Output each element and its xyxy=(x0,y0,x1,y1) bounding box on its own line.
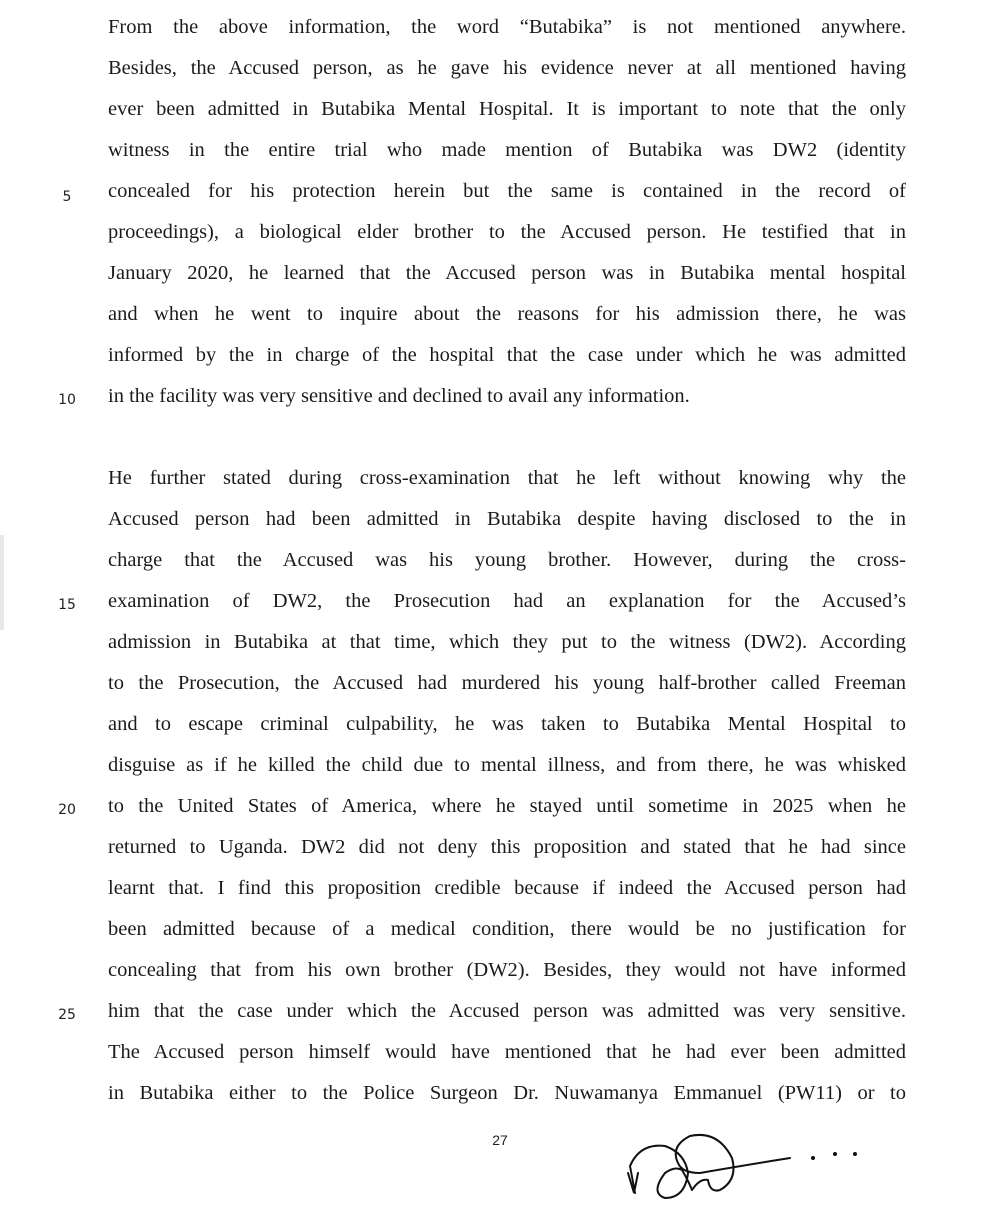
text-line: From the above information, the word “Butabika” is not mentioned anywhere. xyxy=(108,16,906,38)
line-number: 20 xyxy=(58,802,76,818)
text-line: charge that the Accused was his young brother. However, during the cross- xyxy=(108,549,906,571)
text-line: Besides, the Accused person, as he gave his evidence never at all mentioned having xyxy=(108,57,906,79)
text-line: Accused person had been admitted in Butabika despite having disclosed to the in xyxy=(108,508,906,530)
signature-icon xyxy=(610,1118,870,1203)
text-line: in the facility was very sensitive and declined to avail any information. xyxy=(108,385,690,407)
text-line: returned to Uganda. DW2 did not deny this proposition and stated that he had since xyxy=(108,836,906,858)
scan-edge-mark xyxy=(0,535,4,630)
line-number: 25 xyxy=(58,1007,76,1023)
line-number: 15 xyxy=(58,597,76,613)
text-line: learnt that. I find this proposition credible because if indeed the Accused person had xyxy=(108,877,906,899)
text-line: to the Prosecution, the Accused had murdered his young half-brother called Freeman xyxy=(108,672,906,694)
line-number: 10 xyxy=(58,392,76,408)
text-line: been admitted because of a medical condition, there would be no justification for xyxy=(108,918,906,940)
text-line: him that the case under which the Accused person was admitted was very sensitive. xyxy=(108,1000,906,1022)
text-line: and to escape criminal culpability, he was taken to Butabika Mental Hospital to xyxy=(108,713,906,735)
text-line: and when he went to inquire about the reasons for his admission there, he was xyxy=(108,303,906,325)
text-line: examination of DW2, the Prosecution had an explanation for the Accused’s xyxy=(108,590,906,612)
text-line: concealing that from his own brother (DW2). Besides, they would not have informed xyxy=(108,959,906,981)
text-line: January 2020, he learned that the Accused person was in Butabika mental hospital xyxy=(108,262,906,284)
text-line: disguise as if he killed the child due to mental illness, and from there, he was whisked xyxy=(108,754,906,776)
text-line: He further stated during cross-examination that he left without knowing why the xyxy=(108,467,906,489)
text-line: informed by the in charge of the hospital that the case under which he was admitted xyxy=(108,344,906,366)
text-line: admission in Butabika at that time, which they put to the witness (DW2). According xyxy=(108,631,906,653)
text-line: The Accused person himself would have mentioned that he had ever been admitted xyxy=(108,1041,906,1063)
text-line: concealed for his protection herein but the same is contained in the record of xyxy=(108,180,906,202)
text-line: witness in the entire trial who made mention of Butabika was DW2 (identity xyxy=(108,139,906,161)
line-number: 5 xyxy=(62,189,72,205)
text-line: to the United States of America, where he stayed until sometime in 2025 when he xyxy=(108,795,906,817)
page-number: 27 xyxy=(492,1132,508,1148)
text-line: proceedings), a biological elder brother to the Accused person. He testified that in xyxy=(108,221,906,243)
text-line: in Butabika either to the Police Surgeon Dr. Nuwamanya Emmanuel (PW11) or to xyxy=(108,1082,906,1104)
text-line: ever been admitted in Butabika Mental Hospital. It is important to note that the only xyxy=(108,98,906,120)
